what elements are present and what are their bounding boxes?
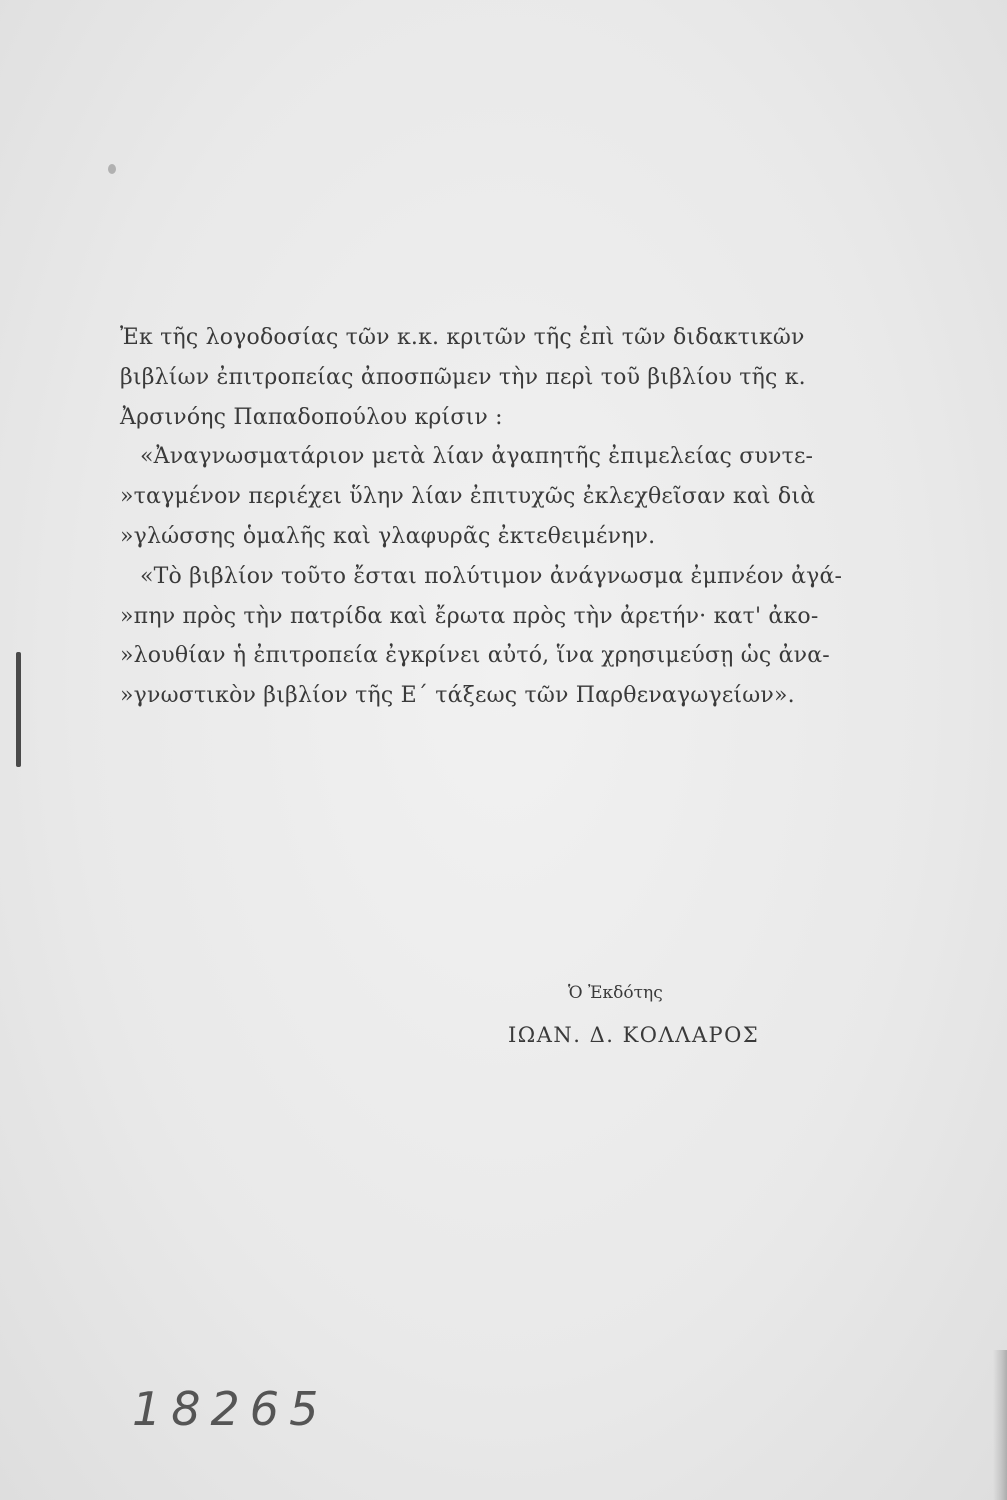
body-line: Ἐκ τῆς λογοδοσίας τῶν κ.κ. κριτῶν τῆς ἐπὶ τῶν διδακτικῶν bbox=[120, 325, 805, 350]
body-line: «Ἀναγνωσματάριον μετὰ λίαν ἀγαπητῆς ἐπιμελείας συντε- bbox=[140, 444, 814, 470]
page-edge-shadow bbox=[993, 1350, 1007, 1500]
body-line: »ταγμένον περιέχει ὕλην λίαν ἐπιτυχῶς ἐκλεχθεῖσαν καὶ διὰ bbox=[120, 484, 816, 510]
publisher-label: Ὁ Ἐκδότης bbox=[568, 983, 663, 1003]
body-line: «Τὸ βιβλίον τοῦτο ἔσται πολύτιμον ἀνάγνωσμα ἐμπνέον ἀγά- bbox=[140, 563, 843, 589]
body-line: »λουθίαν ἡ ἐπιτροπεία ἐγκρίνει αὐτό, ἵνα χρησιμεύσῃ ὡς ἀνα- bbox=[120, 643, 830, 669]
body-line: »γλώσσης ὁμαλῆς καὶ γλαφυρᾶς ἐκτεθειμένην. bbox=[120, 523, 656, 549]
margin-mark bbox=[16, 652, 21, 767]
body-line: »πην πρὸς τὴν πατρίδα καὶ ἔρωτα πρὸς τὴν ἀρετήν· κατ' ἀκο- bbox=[120, 603, 819, 629]
handwritten-number: 18265 bbox=[132, 1382, 329, 1436]
body-line: βιβλίων ἐπιτροπείας ἀποσπῶμεν τὴν περὶ τοῦ βιβλίου τῆς κ. bbox=[120, 364, 806, 390]
body-text bbox=[120, 318, 865, 716]
publisher-name: ΙΩΑΝ. Δ. ΚΟΛΛΑΡΟΣ bbox=[508, 1023, 760, 1047]
ink-speck bbox=[108, 164, 116, 174]
body-line: »γνωστικὸν βιβλίον τῆς Ε΄ τάξεως τῶν Παρθεναγωγείων». bbox=[120, 683, 795, 709]
body-line: Ἀρσινόης Παπαδοπούλου κρίσιν : bbox=[120, 404, 503, 430]
